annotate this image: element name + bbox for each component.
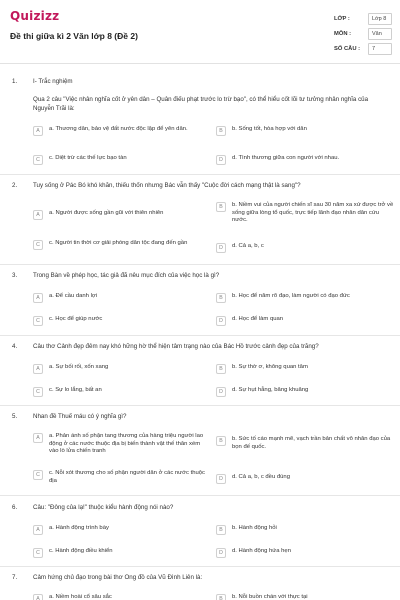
- option-c[interactable]: [33, 316, 213, 326]
- option-b[interactable]: [216, 126, 396, 136]
- option-d[interactable]: [216, 243, 396, 253]
- question-text: Cảm hứng chủ đạo trong bài thơ Ông đồ của Vũ Đình Liên là:: [33, 574, 203, 581]
- option-text: d. Sự hụt hẫng, băng khuăng: [232, 387, 309, 393]
- question-number: 4.: [12, 343, 18, 350]
- option-text: b. Sức tố cáo mạnh mẽ, vạch trần bản chất vô nhân đạo của bọn đế quốc.: [232, 436, 391, 450]
- question-text: Trong Bàn về phép học, tác giả đã nêu mục đích của việc học là gì?: [33, 272, 220, 279]
- option-text: d. Tình thương giữa con người với nhau.: [232, 155, 340, 161]
- option-a[interactable]: [33, 594, 213, 600]
- option-a[interactable]: [33, 210, 213, 220]
- option-letter: A: [33, 594, 43, 600]
- option-letter: C: [33, 240, 43, 250]
- option-text: c. Người tin thời cơ giải phóng dân tộc đang đến gần: [49, 240, 188, 246]
- quizizz-logo[interactable]: Quizizz: [10, 9, 60, 23]
- question-divider: [0, 335, 400, 336]
- option-letter: B: [216, 525, 226, 535]
- option-c[interactable]: [33, 155, 213, 165]
- option-letter: A: [33, 433, 43, 443]
- option-letter: D: [216, 474, 226, 484]
- option-a[interactable]: [33, 433, 213, 456]
- option-text: c. Hành động điều khiển: [49, 548, 113, 554]
- option-text: a. Để cầu danh lợi: [49, 293, 98, 299]
- worksheet-header: [0, 0, 400, 64]
- question-number: 1.: [12, 78, 18, 85]
- meta-row-count: [334, 41, 392, 56]
- option-letter: B: [216, 293, 226, 303]
- option-letter: B: [216, 436, 226, 446]
- option-text: a. Sự bối rối, xốn xang: [49, 364, 109, 370]
- option-c[interactable]: [33, 240, 213, 250]
- option-c[interactable]: [33, 470, 213, 485]
- option-d[interactable]: [216, 474, 396, 484]
- question-text: Câu thơ Cảnh đẹp đêm nay khó hững hờ thể hiện tâm trạng nào của Bác Hồ trước cảnh đẹp của trăng?: [33, 343, 319, 350]
- option-letter: D: [216, 155, 226, 165]
- option-a[interactable]: [33, 293, 213, 303]
- option-letter: C: [33, 316, 43, 326]
- option-a[interactable]: [33, 364, 213, 374]
- option-letter: C: [33, 155, 43, 165]
- option-b[interactable]: [216, 594, 396, 600]
- option-text: b. Sự thờ ơ, không quan tâm: [232, 364, 308, 370]
- question-4: [0, 343, 400, 403]
- option-letter: C: [33, 470, 43, 480]
- option-text: c. Nỗi xót thương cho số phận người dân ở các nước thuộc địa: [49, 470, 205, 484]
- worksheet-title: Đề thi giữa kì 2 Văn lớp 8 (Đề 2): [10, 31, 138, 41]
- question-divider: [0, 566, 400, 567]
- question-divider: [0, 174, 400, 175]
- option-text: c. Học để giúp nước: [49, 316, 103, 322]
- option-text: d. Cả a, b, c đều đúng: [232, 474, 290, 480]
- meta-label: LỚP :: [334, 15, 350, 22]
- question-text: Tuy sống ở Pác Bó khó khăn, thiếu thốn nhưng Bác vẫn thấy "Cuộc đời cách mạng thật là sang"?: [33, 182, 301, 189]
- question-text: Nhan đề Thuế máu có ý nghĩa gì?: [33, 413, 127, 420]
- option-letter: C: [33, 548, 43, 558]
- question-1: [0, 78, 400, 172]
- option-text: c. Sự lo lắng, bất an: [49, 387, 102, 393]
- question-number: 3.: [12, 272, 18, 279]
- option-text: a. Hành động trình bày: [49, 525, 109, 531]
- meta-label: SỐ CÂU :: [334, 45, 361, 52]
- option-letter: D: [216, 387, 226, 397]
- option-letter: B: [216, 364, 226, 374]
- meta-label: MÔN :: [334, 30, 352, 37]
- option-b[interactable]: [216, 202, 396, 225]
- option-text: a. Phản ánh số phận tang thương của hàng triệu người lao động ở các nước thuộc địa bị biến thành vật thế thân xém vào lò lửa chiến tranh: [49, 433, 204, 455]
- question-number: 6.: [12, 504, 18, 511]
- option-letter: A: [33, 126, 43, 136]
- option-letter: D: [216, 548, 226, 558]
- option-letter: A: [33, 364, 43, 374]
- question-divider: [0, 264, 400, 265]
- option-text: a. Thương dân, bảo vệ đất nước độc lập để yên dân.: [49, 126, 188, 132]
- option-a[interactable]: [33, 525, 213, 535]
- question-passage: Qua 2 câu "Việc nhân nghĩa cốt ở yên dân – Quân điếu phạt trước lo trừ bạo", có thể hiểu cốt lõi tư tưởng nhân nghĩa của Nguyễn Trãi là:: [33, 96, 369, 112]
- option-a[interactable]: [33, 126, 213, 136]
- option-b[interactable]: [216, 525, 396, 535]
- option-c[interactable]: [33, 548, 213, 558]
- option-text: b. Nỗi buồn chán với thực tại: [232, 594, 308, 600]
- option-letter: A: [33, 525, 43, 535]
- question-number: 5.: [12, 413, 18, 420]
- option-d[interactable]: [216, 316, 396, 326]
- question-text: Câu: "Đông của lạ!" thuộc kiểu hành động nói nào?: [33, 504, 174, 511]
- option-letter: B: [216, 594, 226, 600]
- option-letter: A: [33, 210, 43, 220]
- option-text: d. Học để làm quan: [232, 316, 284, 322]
- option-text: a. Người được sống gần gũi với thiên nhiên: [49, 210, 164, 216]
- option-d[interactable]: [216, 548, 396, 558]
- option-d[interactable]: [216, 387, 396, 397]
- meta-row-subject: [334, 26, 392, 41]
- option-letter: B: [216, 202, 226, 212]
- question-5: [0, 413, 400, 493]
- meta-value-field[interactable]: 7: [368, 43, 392, 55]
- question-text: I- Trắc nghiệm: [33, 78, 73, 85]
- question-6: [0, 504, 400, 564]
- meta-value-field[interactable]: Văn: [368, 28, 392, 40]
- option-letter: D: [216, 243, 226, 253]
- option-text: b. Sống tốt, hòa hợp với dân: [232, 126, 307, 132]
- question-divider: [0, 405, 400, 406]
- option-text: b. Học để năm rõ đạo, làm người có đạo đức: [232, 293, 350, 299]
- option-b[interactable]: [216, 364, 396, 374]
- option-text: d. Hành động hứa hẹn: [232, 548, 291, 554]
- meta-value-field[interactable]: Lớp 8: [368, 13, 392, 25]
- question-7: [0, 574, 400, 600]
- question-number: 2.: [12, 182, 18, 189]
- question-3: [0, 272, 400, 332]
- option-b[interactable]: [216, 436, 396, 451]
- option-b[interactable]: [216, 293, 396, 303]
- option-text: d. Cả a, b, c: [232, 243, 264, 249]
- option-text: a. Niềm hoài cổ sâu sắc: [49, 594, 112, 600]
- option-letter: D: [216, 316, 226, 326]
- option-text: c. Diệt trừ các thế lực bạo tàn: [49, 155, 127, 161]
- question-2: [0, 182, 400, 264]
- worksheet-meta: [334, 11, 392, 56]
- question-number: 7.: [12, 574, 18, 581]
- question-divider: [0, 495, 400, 496]
- meta-row-class: [334, 11, 392, 26]
- option-c[interactable]: [33, 387, 213, 397]
- option-letter: C: [33, 387, 43, 397]
- option-letter: A: [33, 293, 43, 303]
- option-text: b. Niềm vui của người chiến sĩ sau 30 năm xa xứ được trở về sống giữa lòng tổ quốc, trực tiếp lãnh đạo nhân dân cứu nước.: [232, 202, 394, 224]
- option-text: b. Hành động hỏi: [232, 525, 277, 531]
- option-letter: B: [216, 126, 226, 136]
- option-d[interactable]: [216, 155, 396, 165]
